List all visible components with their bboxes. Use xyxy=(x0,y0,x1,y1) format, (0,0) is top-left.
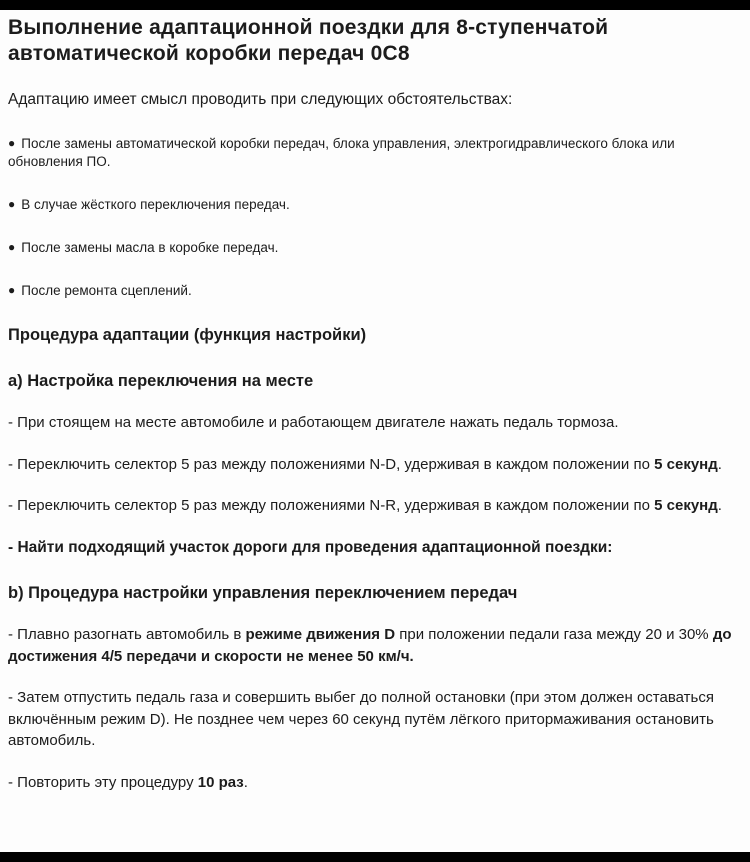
bottom-border xyxy=(0,852,750,862)
paragraph-selector-nd: - Переключить селектор 5 раз между положениями N-D, удерживая в каждом положении по 5 секунд. xyxy=(8,455,722,473)
step-a-heading: a) Настройка переключения на месте xyxy=(8,372,314,390)
bullet-icon: ● xyxy=(8,197,16,211)
bullet-text: В случае жёсткого переключения передач. xyxy=(21,197,290,212)
list-item xyxy=(8,134,740,171)
paragraph-brake-pedal: - При стоящем на месте автомобиле и работающем двигателе нажать педаль тормоза. xyxy=(8,414,619,431)
paragraph-accelerate: - Плавно разогнать автомобиль в режиме движения D при положении педали газа между 20 и 30% до достижения 4/5 передачи и скорости не менее 50 км/ч. xyxy=(8,626,732,665)
document-body xyxy=(0,10,750,793)
step-b-heading: b) Процедура настройки управления переключением передач xyxy=(8,584,518,602)
list-item xyxy=(8,238,740,257)
bullet-icon: ● xyxy=(8,136,16,150)
bullet-icon: ● xyxy=(8,240,16,254)
bullet-text: После замены автоматической коробки передач, блока управления, электрогидравлического блока или обновления ПО. xyxy=(8,136,675,169)
paragraph-selector-nr: - Переключить селектор 5 раз между положениями N-R, удерживая в каждом положении по 5 секунд. xyxy=(8,497,722,514)
paragraph-repeat: - Повторить эту процедуру 10 раз. xyxy=(8,773,248,791)
list-item xyxy=(8,281,740,300)
page-title: Выполнение адаптационной поездки для 8-ступенчатой автоматической коробки передач 0С8 xyxy=(8,16,609,65)
bullet-text: После ремонта сцеплений. xyxy=(21,283,192,298)
top-border xyxy=(0,0,750,10)
paragraph-coast-stop: - Затем отпустить педаль газа и совершить выбег до полной остановки (при этом должен оставаться включённым режим D). Не позднее чем через 60 секунд путём лёгкого притормаживания остановить автомобиль. xyxy=(8,689,714,749)
bullet-icon: ● xyxy=(8,283,16,297)
list-item xyxy=(8,195,740,214)
bullet-text: После замены масла в коробке передач. xyxy=(21,240,279,255)
intro-text: Адаптацию имеет смысл проводить при следующих обстоятельствах: xyxy=(8,91,513,108)
procedure-heading: Процедура адаптации (функция настройки) xyxy=(8,326,367,344)
find-road-line: - Найти подходящий участок дороги для проведения адаптационной поездки: xyxy=(8,538,613,556)
